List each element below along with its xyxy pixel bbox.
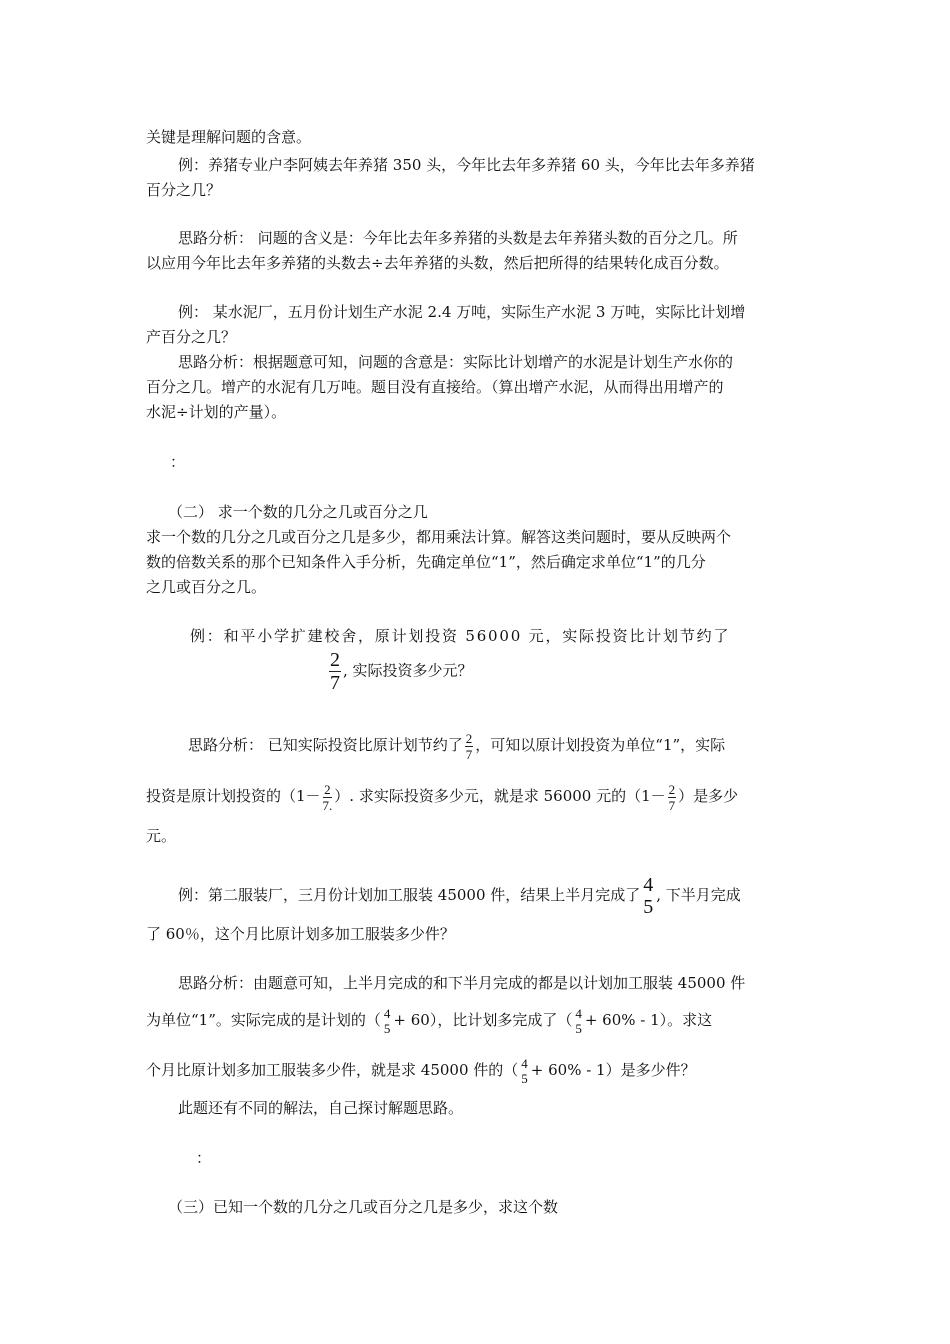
example-1-line-2: 百分之几？	[146, 181, 222, 199]
fraction: 4 5	[521, 1056, 528, 1086]
analysis-2-line-3: 水泥÷计划的产量）。	[146, 403, 287, 421]
section-2-title: （二） 求一个数的几分之几或百分之几	[168, 503, 428, 521]
section-2-line-2: 数的倍数关系的那个已知条件入手分析，先确定单位“1”，然后确定求单位“1”的几分	[146, 553, 706, 571]
example-4-line-2: 了 60％，这个月比原计划多加工服装多少件？	[146, 925, 455, 943]
colon-mark: ：	[170, 453, 186, 471]
analysis-1-line-1: 思路分析： 问题的含义是：今年比去年多养猪的头数是去年养猪头数的百分之几。所	[178, 229, 738, 247]
analysis-2-line-2: 百分之几。增产的水泥有几万吨。题目没有直接给。（算出增产水泥，从而得出用增产的	[146, 378, 724, 396]
analysis-3-line-2: 投资是原计划投资的（1－ $\frac{2}{7.}$ ）. 求实际投资多少元，就是求 56000 元的（1－ $\frac{2}{7}$ ）是多少	[146, 781, 739, 813]
section-2-line-3: 之几或百分之几。	[146, 578, 267, 596]
example-3-line-2	[327, 650, 473, 693]
analysis-4-line-1: 思路分析：由题意可知，上半月完成的和下半月完成的都是以计划加工服装 45000 件	[178, 974, 746, 992]
analysis-1-line-2: 以应用今年比去年多养猪的头数去÷去年养猪的头数，然后把所得的结果转化成百分数。	[146, 254, 729, 272]
fraction: $\frac{2}{7}$	[668, 781, 676, 813]
analysis-4-line-3: 个月比原计划多加工服装多少件，就是求 45000 件的（ 4 5 + 60% - 1）是多少件？	[146, 1056, 696, 1086]
text-line: 关键是理解问题的含意。	[146, 128, 312, 146]
fraction: $\frac{2}{7}$	[465, 730, 473, 762]
example-1-line-1: 例：养猪专业户李阿姨去年养猪 350 头，今年比去年多养猪 60 头，今年比去年多养猪	[178, 156, 755, 174]
fraction: $\frac{2}{7}$	[330, 649, 340, 694]
fraction: 4 5	[643, 874, 654, 918]
analysis-4-line-4: 此题还有不同的解法，自己探讨解题思路。	[178, 1099, 464, 1117]
example-3-line-1: 例：和平小学扩建校舍，原计划投资 56000 元，实际投资比计划节约了	[190, 627, 731, 645]
analysis-4-line-2: 为单位“1”。实际完成的是计划的（ 4 5 + 60），比计划多完成了（ 4 5 + 60% - 1）。求这	[146, 1006, 713, 1036]
example-2-line-1: 例： 某水泥厂，五月份计划生产水泥 2.4 万吨，实际生产水泥 3 万吨，实际比计划增	[178, 303, 746, 321]
section-2-line-1: 求一个数的几分之几或百分之几是多少，都用乘法计算。解答这类问题时，要从反映两个	[146, 528, 732, 546]
section-3-title: （三）已知一个数的几分之几或百分之几是多少，求这个数	[168, 1198, 559, 1216]
analysis-2-line-1: 思路分析：根据题意可知，问题的含意是：实际比计划增产的水泥是计划生产水你的	[178, 353, 734, 371]
analysis-3-line-3: 元。	[146, 827, 177, 845]
colon-mark: ：	[196, 1149, 212, 1167]
fraction: 4 5	[575, 1006, 582, 1036]
analysis-3-line-1: 思路分析： 已知实际投资比原计划节约了 $\frac{2}{7}$ ，可知以原计划投资为单位“1”，实际	[188, 730, 726, 762]
example-3-tail: , 实际投资多少元？	[343, 661, 473, 680]
example-2-line-2: 产百分之几？	[146, 328, 237, 346]
fraction: 4 5	[383, 1006, 391, 1036]
fraction: $\frac{2}{7.}$	[322, 781, 333, 813]
example-4-line-1: 例：第二服装厂，三月份计划加工服装 45000 件，结果上半月完成了 4 5 , 下半月完成	[178, 874, 741, 918]
